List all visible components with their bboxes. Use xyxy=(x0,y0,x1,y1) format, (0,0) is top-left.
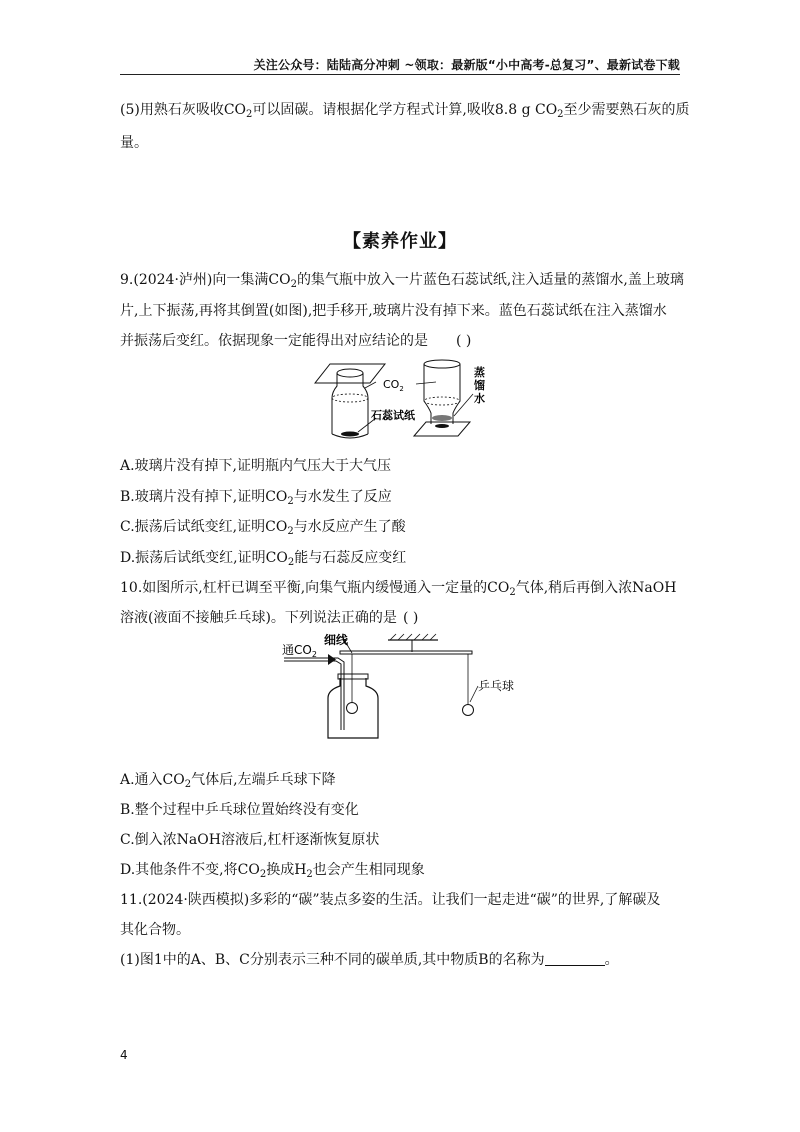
page-header: 关注公众号：陆陆高分冲刺 ~领取：最新版“小中高考-总复习”、最新试卷下载 xyxy=(253,58,680,72)
q8-5-line2: 量。 xyxy=(120,135,148,151)
answer-bracket: ( ) xyxy=(402,610,419,626)
q9-option-a: A.玻璃片没有掉下,证明瓶内气压大于大气压 xyxy=(120,458,392,474)
q10-option-b: B.整个过程中乒乓球位置始终没有变化 xyxy=(120,802,359,818)
page-number: 4 xyxy=(120,1048,128,1062)
q11-line2: 其化合物。 xyxy=(120,922,190,938)
q9-option-c: C.振荡后试纸变红,证明$CO_2$与水反应产生了酸 xyxy=(120,519,406,537)
q9-figure xyxy=(310,356,500,446)
distilled-water xyxy=(432,415,452,421)
water-label-2: 馏 xyxy=(474,379,485,392)
glass-plate-top xyxy=(315,364,385,383)
lever xyxy=(340,651,472,654)
jar-mouth xyxy=(337,369,363,377)
left-ball xyxy=(347,703,358,714)
answer-bracket: ( ) xyxy=(456,333,472,349)
co2-label: $CO_2$ xyxy=(383,378,404,393)
q10-line1: 10.如图所示,杠杆已调至平衡,向集气瓶内缓慢通入一定量的$CO_2$气体,稍后再倒入浓NaOH xyxy=(120,580,677,598)
litmus-paper xyxy=(341,432,359,437)
inlet-label: 通$CO_2$ xyxy=(282,643,317,659)
ball-label: 乒乓球 xyxy=(478,679,515,693)
q10-option-d: D.其他条件不变,将$CO_2$换成$H_2$也会产生相同现象 xyxy=(120,862,425,880)
q10-option-c: C.倒入浓NaOH溶液后,杠杆逐渐恢复原状 xyxy=(120,832,380,848)
q10-figure xyxy=(280,632,540,744)
q9-option-d: D.振荡后试纸变红,证明$CO_2$能与石蕊反应变红 xyxy=(120,550,407,568)
water-label-3: 水 xyxy=(474,392,485,405)
right-ball xyxy=(463,705,474,716)
water-label-1: 蒸 xyxy=(474,366,485,379)
q9-line2: 片,上下振荡,再将其倒置(如图),把手移开,玻璃片没有掉下来。蓝色石蕊试纸在注入蒸馏水 xyxy=(120,303,667,319)
q11-line3: (1)图1中的A、B、C分别表示三种不同的碳单质,其中物质B的名称为 。 xyxy=(120,952,619,968)
q9-line1: 9.(2024·泸州)向一集满$CO_2$的集气瓶中放入一片蓝色石蕊试纸,注入适量的蒸馏水,盖上玻璃 xyxy=(120,272,684,290)
q9-line3: 并振荡后变红。依据现象一定能得出对应结论的是 ( ) xyxy=(120,333,472,349)
q9-option-b: B.玻璃片没有掉下,证明$CO_2$与水发生了反应 xyxy=(120,489,392,507)
section-title: 【素养作业】 xyxy=(343,231,457,252)
string-label: 细线 xyxy=(324,633,349,647)
answer-blank[interactable] xyxy=(545,951,605,966)
litmus-label: 石蕊试纸 xyxy=(371,409,415,422)
jar-bottom xyxy=(424,360,460,368)
q8-5-line1: (5)用熟石灰吸收$CO_2$可以固碳。请根据化学方程式计算,吸收8.8 g $CO_2$至少需要熟石灰的质 xyxy=(120,102,690,120)
header-divider xyxy=(120,74,680,75)
q10-line2: 溶液(液面不接触乒乓球)。下列说法正确的是 ( ) xyxy=(120,610,419,626)
gas-jar xyxy=(328,678,378,738)
inlet-tube xyxy=(284,658,344,730)
q11-line1: 11.(2024·陕西模拟)多彩的“碳”装点多姿的生活。让我们一起走进“碳”的世界,了解碳及 xyxy=(120,892,661,908)
q10-option-a: A.通入$CO_2$气体后,左端乒乓球下降 xyxy=(120,772,336,790)
